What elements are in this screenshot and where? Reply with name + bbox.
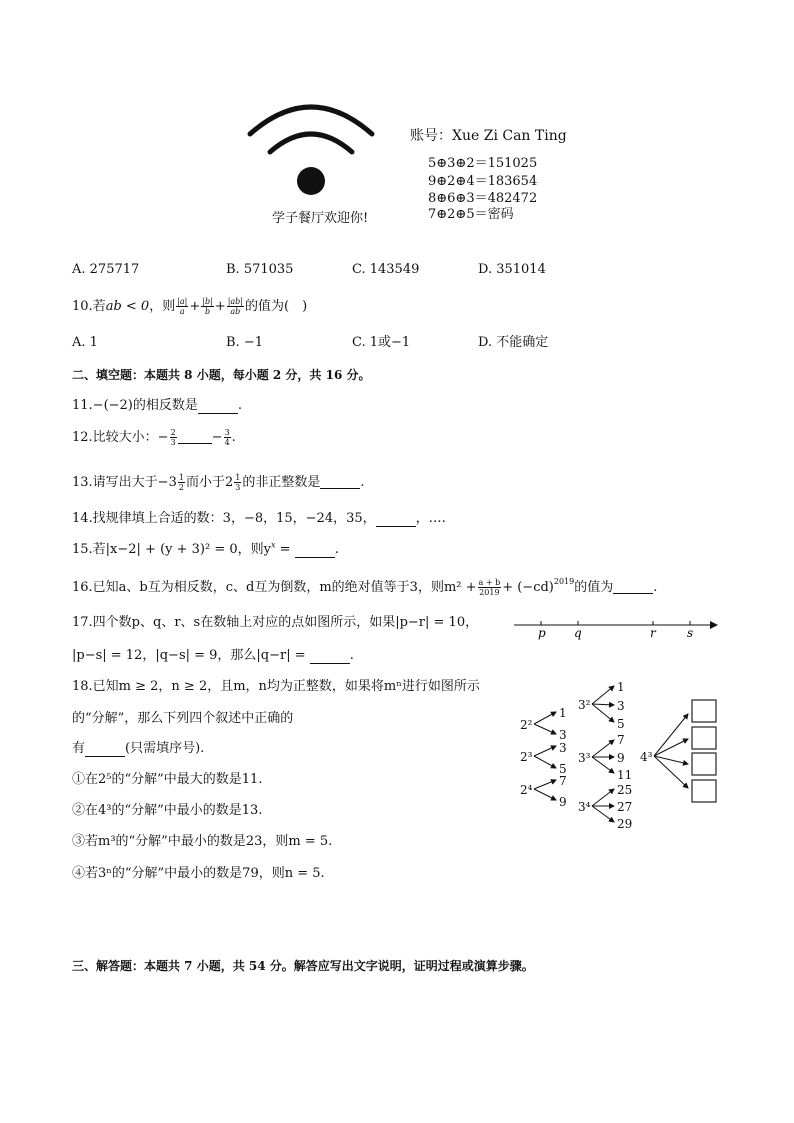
empty-box-2 xyxy=(692,727,716,749)
q13 xyxy=(72,473,364,492)
q16-text-c: 的值为 xyxy=(574,579,614,595)
q10-prefix: 10.若 xyxy=(72,298,106,314)
clue-1: 5⊕3⊕2＝151025 xyxy=(428,156,538,171)
term: 5 xyxy=(559,762,567,776)
section-2-title: 二、填空题：本题共 8 小题，每小题 2 分，共 16 分。 xyxy=(72,368,371,382)
axis-label-q: q xyxy=(574,626,582,640)
answer-blank xyxy=(320,476,360,489)
q18-item-4: ④若3ⁿ的“分解”中最小的数是79，则n = 5. xyxy=(72,866,325,881)
answer-blank xyxy=(178,431,212,444)
q12-end: . xyxy=(231,429,236,445)
answer-blank xyxy=(613,581,653,594)
q9-option-d: D. 351014 xyxy=(478,262,546,277)
term: 7 xyxy=(559,774,567,788)
q14-text: 14.找规律填上合适的数：3，−8，15，−24，35， xyxy=(72,511,376,526)
base-4-3: 4³ xyxy=(640,750,653,764)
q11-text: 11.−(−2)的相反数是 xyxy=(72,398,198,413)
account-label: 账号：Xue Zi Can Ting xyxy=(410,128,567,144)
clue-3: 8⊕6⊕3＝482472 xyxy=(428,191,538,206)
empty-box-1 xyxy=(692,700,716,722)
q18-line-2: 的“分解”，那么下列四个叙述中正确的 xyxy=(72,711,294,726)
q13-frac-1: $\frac{1}{2}$ xyxy=(178,473,184,492)
q17-end: . xyxy=(349,648,354,663)
base-2-3: 2³ xyxy=(520,750,533,764)
q13-frac-2: $\frac{1}{3}$ xyxy=(235,473,241,492)
base-2-2: 2² xyxy=(520,718,533,732)
q16: 16.已知a、b互为相反数，c、d互为倒数，m的绝对值等于3，则m² + $\frac{a + b}{2019}$ + (−cd) $^{2019}$ 的值为 . xyxy=(72,576,658,597)
q16-frac: $\frac{a + b}{2019}$ xyxy=(478,578,501,597)
q15-sup: x xyxy=(271,540,276,550)
q10-frac-2: $\frac{|b|}{b}$ xyxy=(202,297,213,316)
q11 xyxy=(72,398,242,414)
base-3-3: 3³ xyxy=(578,751,591,765)
q18-line-1: 18.已知m ≥ 2，n ≥ 2，且m，n均为正整数，如果将mⁿ进行如图所示 xyxy=(72,679,480,694)
q9-option-c: C. 143549 xyxy=(352,262,420,277)
term: 3 xyxy=(559,728,567,742)
axis-label-r: r xyxy=(650,626,656,640)
wifi-caption: 学子餐厅欢迎你! xyxy=(272,211,369,226)
q13-text-b: 而小于2 xyxy=(185,474,234,490)
term: 9 xyxy=(559,795,567,809)
term: 9 xyxy=(617,751,625,765)
q13-text-a: 13.请写出大于−3 xyxy=(72,474,177,490)
q17-line-2-text: |p−s| = 12，|q−s| = 9，那么|q−r| = xyxy=(72,648,310,663)
q12-text: 12.比较大小：− xyxy=(72,429,169,445)
q10-stem xyxy=(72,297,307,316)
axis-label-s: s xyxy=(687,626,694,640)
q18-line-3b: (只需填序号). xyxy=(125,741,205,756)
q18-item-2: ②在4³的“分解”中最小的数是13. xyxy=(72,803,263,818)
q9-option-a: A. 275717 xyxy=(72,262,140,277)
q13-end: . xyxy=(360,474,365,490)
q10-frac-1: $\frac{|a|}{a}$ xyxy=(177,297,188,316)
q10-option-d: D. 不能确定 xyxy=(478,335,549,350)
q10-condition: ab < 0 xyxy=(105,298,150,314)
q10-suffix: 的值为( ) xyxy=(245,298,308,314)
q10-option-b: B. −1 xyxy=(226,335,263,350)
q12-frac-2: $\frac{3}{4}$ xyxy=(224,428,230,447)
q17-line-2 xyxy=(72,648,354,664)
term: 27 xyxy=(617,800,633,814)
wifi-icon xyxy=(244,96,378,200)
q16-text-b: + (−cd) xyxy=(502,579,554,595)
q18-item-1: ①在2⁵的“分解”中最大的数是11. xyxy=(72,772,263,787)
q10-option-a: A. 1 xyxy=(72,335,98,350)
term: 1 xyxy=(617,680,625,694)
answer-blank xyxy=(376,514,416,527)
q10-option-c: C. 1或−1 xyxy=(352,335,411,350)
answer-blank xyxy=(295,545,335,558)
q12 xyxy=(72,428,236,447)
q14 xyxy=(72,511,446,527)
term: 5 xyxy=(617,717,625,731)
q15-text: 15.若|x−2| + (y + 3)² = 0，则y xyxy=(72,542,271,557)
minus-sign: − xyxy=(211,429,223,445)
axis-label-p: p xyxy=(538,626,546,640)
q14-end: ，…. xyxy=(415,511,446,526)
clue-4: 7⊕2⊕5＝密码 xyxy=(428,207,514,222)
q18-line-3a: 有 xyxy=(72,741,86,756)
q11-end: . xyxy=(237,398,243,413)
term: 11 xyxy=(617,768,633,782)
q15-mid: = xyxy=(275,542,295,557)
base-2-4: 2⁴ xyxy=(520,783,533,797)
q15-end: . xyxy=(334,542,339,557)
q16-end: . xyxy=(653,579,658,595)
empty-box-3 xyxy=(692,753,716,775)
q16-text-a: 16.已知a、b互为相反数，c、d互为倒数，m的绝对值等于3，则m² + xyxy=(72,579,477,595)
term: 29 xyxy=(617,817,633,831)
term: 25 xyxy=(617,783,633,797)
base-3-2: 3² xyxy=(578,698,591,712)
term: 7 xyxy=(617,733,625,747)
term: 3 xyxy=(559,741,567,755)
plus-sign: + xyxy=(189,298,201,314)
answer-blank xyxy=(198,401,238,414)
base-3-4: 3⁴ xyxy=(578,800,591,814)
decomposition-diagram xyxy=(512,676,726,836)
clue-2: 9⊕2⊕4＝183654 xyxy=(428,174,538,189)
q18-item-3: ③若m³的“分解”中最小的数是23，则m = 5. xyxy=(72,834,333,849)
q15 xyxy=(72,542,339,558)
number-line xyxy=(512,614,722,642)
q12-frac-1: $\frac{2}{3}$ xyxy=(170,428,176,447)
q10-frac-3: $\frac{|ab|}{ab}$ xyxy=(227,297,243,316)
term: 1 xyxy=(559,706,567,720)
q17-line-1: 17.四个数p、q、r、s在数轴上对应的点如图所示，如果|p−r| = 10， xyxy=(72,615,479,630)
answer-blank xyxy=(85,744,125,757)
empty-box-4 xyxy=(692,780,716,802)
q13-text-c: 的非正整数是 xyxy=(242,474,321,490)
q9-option-b: B. 571035 xyxy=(226,262,294,277)
plus-sign: + xyxy=(214,298,226,314)
term: 3 xyxy=(617,699,625,713)
q10-mid: ，则 xyxy=(149,298,176,314)
q18-line-3 xyxy=(72,741,204,757)
section-3-title: 三、解答题：本题共 7 小题，共 54 分。解答应写出文字说明，证明过程或演算步骤。 xyxy=(72,959,534,973)
answer-blank xyxy=(310,651,350,664)
